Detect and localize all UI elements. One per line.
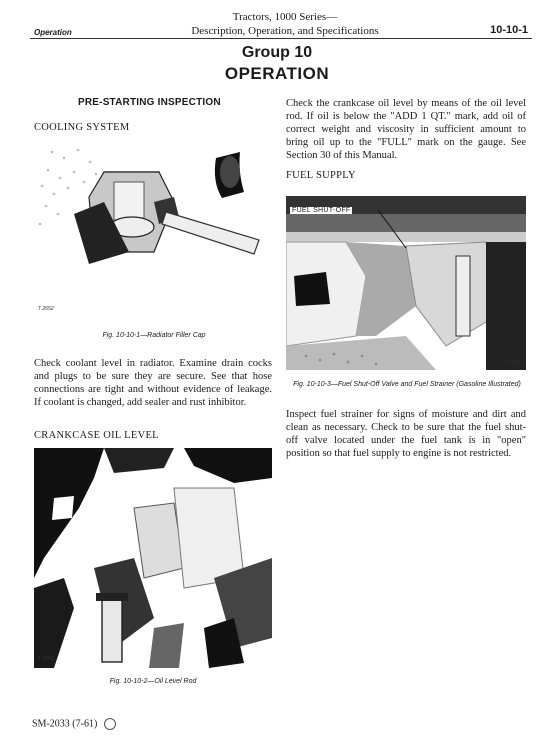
fuel-shutoff-illustration — [286, 196, 526, 370]
figure-radiator-filler-cap — [34, 142, 274, 320]
figure-tag: T 2656 — [38, 656, 54, 662]
footer — [32, 718, 116, 730]
figure-fuel-shutoff-valve — [286, 196, 526, 370]
oil-level-rod-illustration — [34, 448, 272, 668]
running-head-line1: Tractors, 1000 Series— — [232, 11, 338, 23]
crankcase-heading: CRANKCASE OIL LEVEL — [34, 430, 159, 441]
group-title: Group 10 — [241, 44, 313, 61]
header-rule — [30, 38, 532, 39]
radiator-cap-illustration — [34, 142, 274, 320]
coolant-paragraph: Check coolant level in radiator. Examine drain cocks and plugs to be sure they are secure. See that hose connections are tight and without evidence of leakage. If coolant is changed, add sealer and rust inhibitor. — [34, 358, 272, 408]
running-head-section: Operation — [34, 28, 72, 37]
figure-caption: Fig. 10-10-2—Oil Level Rod — [109, 678, 197, 685]
figure-caption: Fig. 10-10-3—Fuel Shut-Off Valve and Fuel Strainer (Gasoline Illustrated) — [293, 381, 521, 388]
crankcase-paragraph: Check the crankcase oil level by means of the oil level rod. If oil is below the "ADD 1 QT." mark, add oil of correct weight and viscosity in sufficient amount to bring oil up to the "FULL" mark on the gauge. See Section 30 of this Manual. — [286, 98, 526, 161]
page-title: OPERATION — [224, 64, 330, 83]
cooling-system-heading: COOLING SYSTEM — [34, 122, 130, 133]
fuel-shutoff-callout: FUEL SHUT-OFF — [292, 207, 351, 214]
figure-oil-level-rod — [34, 448, 272, 668]
page-number: 10-10-1 — [490, 24, 528, 36]
figure-tag: T 2652 — [38, 306, 54, 312]
section-title: PRE-STARTING INSPECTION — [78, 97, 221, 108]
fuel-paragraph: Inspect fuel strainer for signs of moisture and dirt and clean as necessary. Check to be sure that the fuel shut-off valve located under the fuel tank is in "open" position so that fuel supply to engine is not restricted. — [286, 409, 526, 459]
running-head-title — [140, 10, 430, 38]
figure-caption: Fig. 10-10-1—Radiator Filler Cap — [102, 332, 206, 339]
running-head-line2: Description, Operation, and Specifications — [191, 25, 379, 37]
union-label-icon — [104, 718, 116, 730]
footer-code: SM-2033 (7-61) — [32, 718, 98, 730]
figure-tag: T 2822 — [504, 360, 520, 366]
fuel-supply-heading: FUEL SUPPLY — [286, 170, 356, 181]
